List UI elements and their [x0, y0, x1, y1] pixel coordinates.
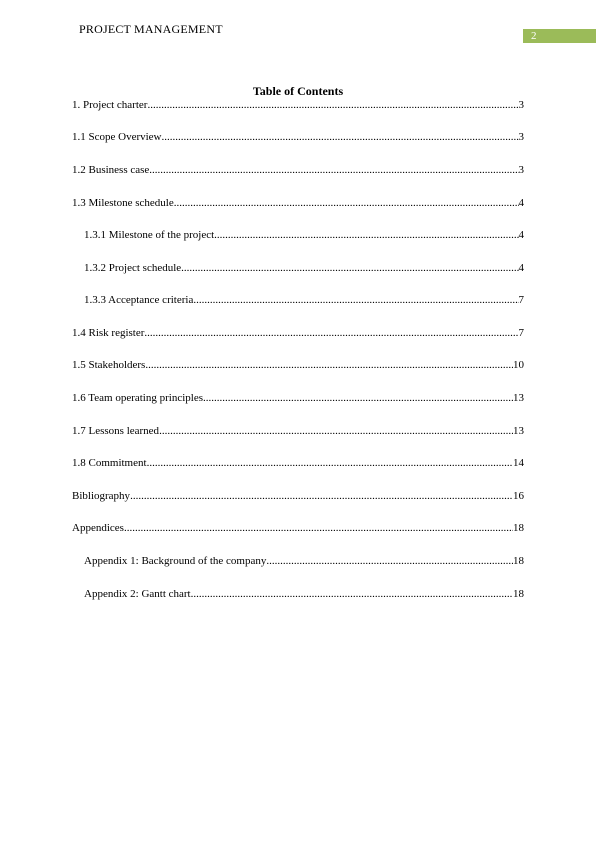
- toc-entry-label: 1.3.2 Project schedule: [84, 262, 182, 274]
- dot-leader: [145, 358, 513, 373]
- toc-entry-label: 1.1 Scope Overview: [72, 131, 162, 143]
- toc-entry-page: 7: [518, 294, 524, 306]
- toc-entry-page: 4: [518, 197, 524, 209]
- dot-leader: [147, 98, 518, 113]
- dot-leader: [124, 521, 513, 536]
- toc-entry-page: 14: [513, 457, 524, 469]
- dot-leader: [193, 293, 518, 308]
- toc-entry-team-operating-principles[interactable]: [72, 391, 524, 406]
- toc-heading: Table of Contents: [252, 84, 344, 98]
- toc-entry-page: 4: [518, 229, 524, 241]
- toc-entry-scope-overview[interactable]: [72, 130, 524, 145]
- toc-entry-project-schedule[interactable]: [84, 261, 524, 276]
- toc-entry-bibliography[interactable]: [72, 489, 524, 504]
- toc-entry-label: 1.3.3 Acceptance criteria: [84, 294, 194, 306]
- dot-leader: [147, 456, 513, 471]
- toc-entry-page: 3: [518, 99, 524, 111]
- toc-entry-business-case[interactable]: [72, 163, 524, 178]
- dot-leader: [130, 489, 513, 504]
- toc-entry-appendices[interactable]: [72, 521, 524, 536]
- toc-entry-page: 18: [513, 555, 524, 567]
- dot-leader: [174, 196, 519, 211]
- toc-entry-project-charter[interactable]: [72, 98, 524, 113]
- dot-leader: [191, 587, 513, 602]
- running-header-title: PROJECT MANAGEMENT: [79, 22, 223, 36]
- toc-entry-label: 1.4 Risk register: [72, 327, 145, 339]
- toc-entry-label: Appendix 2: Gantt chart: [84, 588, 191, 600]
- toc-entry-milestone-schedule[interactable]: [72, 196, 524, 211]
- toc-entry-page: 10: [513, 359, 524, 371]
- toc-entry-label: Bibliography: [72, 490, 131, 502]
- toc-entry-label: Appendices: [72, 522, 124, 534]
- toc-entry-label: 1.3.1 Milestone of the project: [84, 229, 215, 241]
- toc-entry-label: 1.6 Team operating principles: [72, 392, 203, 404]
- toc-entry-appendix-gantt[interactable]: [84, 587, 524, 602]
- toc-entry-page: 4: [518, 262, 524, 274]
- dot-leader: [181, 261, 518, 276]
- toc-entry-page: 3: [518, 131, 524, 143]
- dot-leader: [266, 554, 513, 569]
- toc-entry-label: 1.5 Stakeholders: [72, 359, 146, 371]
- toc-entry-label: Appendix 1: Background of the company: [84, 555, 267, 567]
- toc-entry-label: 1.3 Milestone schedule: [72, 197, 174, 209]
- toc-entry-page: 13: [513, 392, 524, 404]
- toc-entry-page: 18: [513, 588, 524, 600]
- dot-leader: [149, 163, 518, 178]
- toc-entry-page: 13: [513, 425, 524, 437]
- toc-entry-appendix-background[interactable]: [84, 554, 524, 569]
- toc-entry-risk-register[interactable]: [72, 326, 524, 341]
- toc-entry-label: 1. Project charter: [72, 99, 148, 111]
- toc-entry-commitment[interactable]: [72, 456, 524, 471]
- toc-entry-lessons-learned[interactable]: [72, 424, 524, 439]
- toc-entry-page: 18: [513, 522, 524, 534]
- toc-entry-label: 1.8 Commitment: [72, 457, 147, 469]
- toc-entry-acceptance-criteria[interactable]: [84, 293, 524, 308]
- dot-leader: [162, 130, 519, 145]
- dot-leader: [214, 228, 518, 243]
- toc-entry-stakeholders[interactable]: [72, 358, 524, 373]
- toc-entry-page: 3: [518, 164, 524, 176]
- dot-leader: [144, 326, 518, 341]
- page-number-badge: 2: [523, 29, 596, 43]
- toc-entry-label: 1.7 Lessons learned: [72, 425, 160, 437]
- dot-leader: [203, 391, 513, 406]
- toc-entry-label: 1.2 Business case: [72, 164, 150, 176]
- toc-entry-page: 16: [513, 490, 524, 502]
- toc-entry-milestone-of-project[interactable]: [84, 228, 524, 243]
- dot-leader: [159, 424, 513, 439]
- toc-entry-page: 7: [518, 327, 524, 339]
